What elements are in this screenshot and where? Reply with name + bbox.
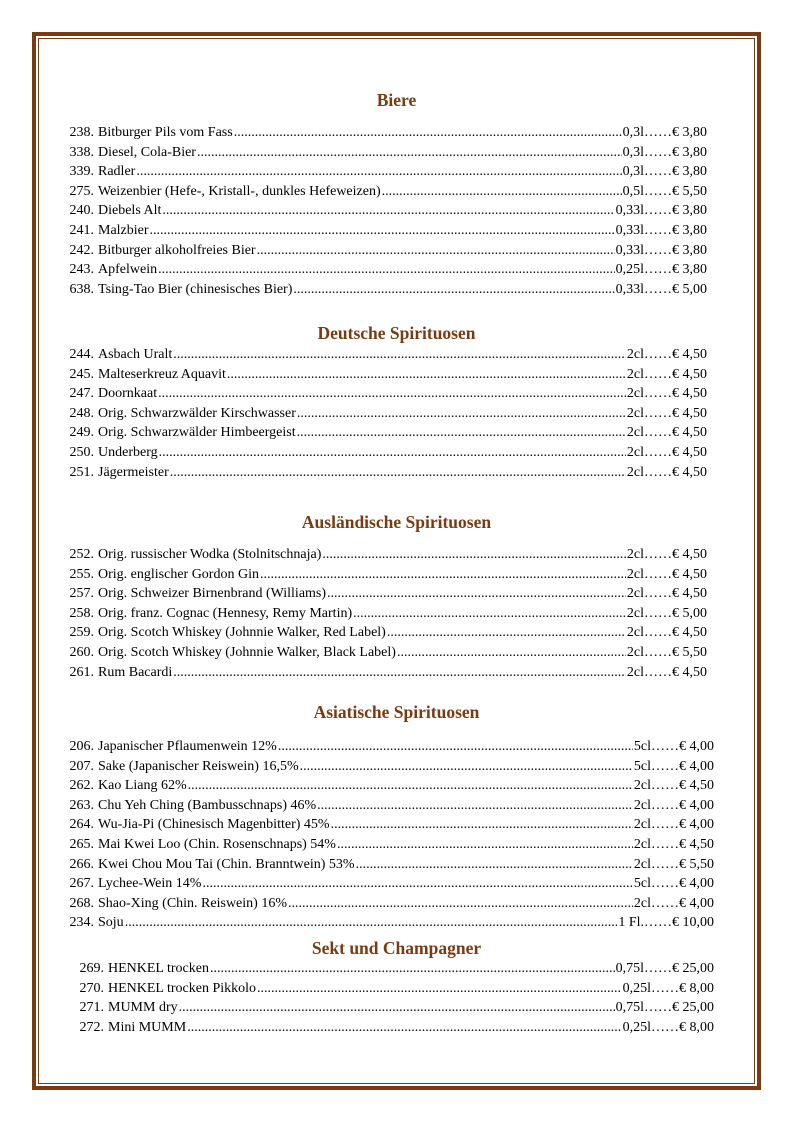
item-name: MUMM dry: [108, 1000, 178, 1016]
item-volume: 2cl: [626, 366, 644, 382]
item-volume: 0,75l: [615, 961, 644, 976]
item-name: Asbach Uralt: [98, 347, 173, 362]
item-price: € 4,50: [672, 386, 707, 402]
item-name: Weizenbier (Hefe-, Kristall-, dunkles Hefeweizen): [98, 183, 381, 199]
price-separator: ……: [644, 605, 672, 621]
item-price: € 4,50: [672, 366, 707, 382]
item-number: 234.: [69, 915, 94, 931]
item-name: Orig. englischer Gordon Gin: [98, 566, 259, 582]
dot-leader: [173, 663, 626, 683]
dot-leader: [188, 776, 633, 796]
item-volume: 2cl: [626, 386, 644, 402]
item-name: Underberg: [98, 445, 158, 460]
item-volume: 2cl: [633, 778, 651, 794]
item-volume: 2cl: [626, 605, 644, 621]
item-number: 247.: [69, 386, 94, 402]
item-price: € 3,80: [672, 262, 707, 278]
dot-leader: [158, 260, 615, 280]
section-title: Ausländische Spirituosen: [301, 512, 492, 532]
item-number: 240.: [69, 203, 94, 219]
section-title: Sekt und Champagner: [311, 938, 482, 958]
item-number: 245.: [69, 366, 94, 382]
menu-item: [60, 182, 707, 202]
item-price: € 4,50: [672, 347, 707, 362]
dot-leader: [257, 979, 622, 999]
menu-item: [60, 855, 714, 875]
item-price: € 3,80: [672, 223, 707, 238]
price-separator: ……: [644, 183, 672, 199]
dot-leader: [337, 835, 633, 855]
dot-leader: [293, 280, 614, 300]
item-number: 250.: [69, 445, 94, 460]
price-separator: ……: [651, 895, 679, 911]
item-name: Orig. Schwarzwälder Kirschwasser: [98, 405, 296, 421]
item-price: € 4,50: [672, 566, 707, 582]
menu-item: [60, 643, 707, 663]
menu-item: [60, 123, 707, 143]
menu-item: [60, 241, 707, 261]
price-separator: ……: [644, 625, 672, 641]
item-volume: 2cl: [626, 464, 644, 480]
price-separator: ……: [644, 566, 672, 582]
price-separator: ……: [644, 366, 672, 382]
price-separator: ……: [644, 281, 672, 297]
menu-item: [70, 1018, 714, 1038]
menu-item: [60, 663, 707, 683]
item-price: € 8,00: [679, 980, 714, 996]
item-number: 638.: [69, 281, 94, 297]
item-volume: 0,3l: [622, 144, 644, 160]
item-price: € 5,50: [672, 183, 707, 199]
item-price: € 4,00: [679, 797, 714, 813]
item-name: Apfelwein: [98, 262, 158, 278]
price-separator: ……: [651, 739, 679, 754]
price-separator: ……: [644, 223, 672, 238]
price-separator: ……: [644, 445, 672, 460]
menu-item: [60, 757, 714, 777]
item-price: € 3,80: [672, 242, 707, 258]
item-name: Diesel, Cola-Bier: [98, 144, 196, 160]
dot-leader: [300, 757, 633, 777]
item-number: 248.: [69, 405, 94, 421]
item-volume: 2cl: [626, 445, 644, 460]
item-name: HENKEL trocken Pikkolo: [108, 980, 257, 996]
price-separator: ……: [644, 425, 672, 441]
item-name: Sake (Japanischer Reiswein) 16,5%: [98, 758, 299, 774]
menu-item: [60, 221, 707, 241]
item-price: € 4,00: [679, 817, 714, 833]
menu-item: [60, 584, 707, 604]
item-number: 252.: [69, 547, 94, 562]
menu-item: [70, 998, 714, 1018]
item-number: 266.: [69, 856, 94, 872]
item-number: 267.: [69, 876, 94, 892]
item-price: € 5,50: [672, 645, 707, 660]
price-separator: ……: [644, 164, 672, 180]
item-number: 251.: [69, 464, 94, 480]
item-volume: 2cl: [626, 405, 644, 421]
item-number: 244.: [69, 347, 94, 362]
item-volume: 2cl: [633, 817, 651, 833]
item-name: Mai Kwei Loo (Chin. Rosenschnaps) 54%: [98, 837, 336, 852]
item-number: 249.: [69, 425, 94, 441]
item-name: Lychee-Wein 14%: [98, 876, 202, 892]
item-price: € 5,00: [672, 605, 707, 621]
menu-item: [60, 545, 707, 565]
item-name: Shao-Xing (Chin. Reiswein) 16%: [98, 895, 287, 911]
item-volume: 0,33l: [615, 242, 644, 258]
dot-leader: [136, 162, 621, 182]
section-title: Deutsche Spirituosen: [317, 323, 476, 343]
item-number: 259.: [69, 625, 94, 641]
menu-item: [60, 162, 707, 182]
item-number: 270.: [79, 980, 104, 996]
dot-leader: [387, 623, 626, 643]
item-price: € 4,50: [672, 445, 707, 460]
dot-leader: [210, 959, 615, 979]
item-price: € 3,80: [672, 144, 707, 160]
item-number: 268.: [69, 895, 94, 911]
item-name: Orig. Scotch Whiskey (Johnnie Walker, Black Label): [98, 645, 396, 660]
item-price: € 4,00: [679, 739, 714, 754]
dot-leader: [382, 182, 622, 202]
item-price: € 25,00: [672, 961, 714, 976]
item-number: 255.: [69, 566, 94, 582]
item-number: 338.: [69, 144, 94, 160]
menu-item: [60, 894, 714, 914]
price-separator: ……: [651, 817, 679, 833]
dot-leader: [278, 737, 633, 757]
item-number: 339.: [69, 164, 94, 180]
item-name: Orig. Scotch Whiskey (Johnnie Walker, Red Label): [98, 625, 386, 641]
item-volume: 0,33l: [615, 203, 644, 219]
item-price: € 3,80: [672, 164, 707, 180]
item-price: € 4,50: [672, 425, 707, 441]
item-volume: 2cl: [626, 586, 644, 602]
item-name: Bitburger Pils vom Fass: [98, 125, 233, 140]
menu-section: [0, 511, 793, 680]
menu-item: [60, 345, 707, 365]
item-number: 271.: [79, 1000, 104, 1016]
price-separator: ……: [644, 262, 672, 278]
item-price: € 4,50: [679, 778, 714, 794]
dot-leader: [297, 423, 626, 443]
item-volume: 2cl: [626, 645, 644, 660]
item-name: Orig. russischer Wodka (Stolnitschnaja): [98, 547, 322, 562]
item-number: 265.: [69, 837, 94, 852]
dot-leader: [234, 123, 622, 143]
item-name: Orig. franz. Cognac (Hennesy, Remy Martin): [98, 605, 353, 621]
item-volume: 0,33l: [615, 223, 644, 238]
dot-leader: [158, 384, 626, 404]
item-price: € 5,00: [672, 281, 707, 297]
item-number: 263.: [69, 797, 94, 813]
menu-item: [60, 423, 707, 443]
item-volume: 0,33l: [615, 281, 644, 297]
item-price: € 4,00: [679, 876, 714, 892]
dot-leader: [150, 221, 615, 241]
dot-leader: [288, 894, 633, 914]
dot-leader: [331, 815, 633, 835]
item-number: 242.: [69, 242, 94, 258]
price-separator: ……: [644, 144, 672, 160]
price-separator: ……: [644, 405, 672, 421]
price-separator: ……: [644, 386, 672, 402]
item-volume: 0,3l: [622, 125, 644, 140]
item-volume: 2cl: [633, 895, 651, 911]
price-separator: ……: [651, 797, 679, 813]
menu-item: [60, 815, 714, 835]
item-name: Kwei Chou Mou Tai (Chin. Branntwein) 53%: [98, 856, 355, 872]
menu-section: [0, 322, 793, 480]
price-separator: ……: [651, 778, 679, 794]
price-separator: ……: [644, 645, 672, 660]
item-price: € 4,50: [679, 837, 714, 852]
dot-leader: [227, 365, 626, 385]
item-price: € 3,80: [672, 203, 707, 219]
item-price: € 4,50: [672, 664, 707, 680]
dot-leader: [297, 404, 626, 424]
menu-item: [60, 384, 707, 404]
item-number: 238.: [69, 125, 94, 140]
item-volume: 2cl: [626, 625, 644, 641]
price-separator: ……: [644, 586, 672, 602]
price-separator: ……: [651, 856, 679, 872]
item-number: 269.: [79, 961, 104, 976]
item-name: Diebels Alt: [98, 203, 162, 219]
menu-item: [60, 835, 714, 855]
dot-leader: [125, 913, 618, 933]
item-price: € 4,50: [672, 586, 707, 602]
item-name: Orig. Schwarzwälder Himbeergeist: [98, 425, 296, 441]
item-volume: 2cl: [626, 664, 644, 680]
item-price: € 4,50: [672, 547, 707, 562]
item-price: € 3,80: [672, 125, 707, 140]
item-number: 257.: [69, 586, 94, 602]
item-number: 258.: [69, 605, 94, 621]
price-separator: ……: [644, 464, 672, 480]
menu-item: [60, 260, 707, 280]
dot-leader: [356, 855, 633, 875]
menu-item: [60, 143, 707, 163]
item-volume: 0,3l: [622, 164, 644, 180]
menu-section: [0, 89, 793, 297]
item-name: Malzbier: [98, 223, 149, 238]
item-number: 275.: [69, 183, 94, 199]
item-number: 272.: [79, 1019, 104, 1035]
item-name: Radler: [98, 164, 136, 180]
dot-leader: [197, 143, 622, 163]
dot-leader: [173, 345, 626, 365]
dot-leader: [260, 565, 626, 585]
item-name: Doornkaat: [98, 386, 158, 402]
item-price: € 5,50: [679, 856, 714, 872]
menu-item: [60, 776, 714, 796]
price-separator: ……: [644, 347, 672, 362]
item-name: Kao Liang 62%: [98, 778, 187, 794]
item-volume: 5cl: [633, 876, 651, 892]
price-separator: ……: [651, 1019, 679, 1035]
item-number: 262.: [69, 778, 94, 794]
dot-leader: [322, 545, 626, 565]
menu-item: [60, 404, 707, 424]
item-name: Japanischer Pflaumenwein 12%: [98, 739, 277, 754]
item-price: € 8,00: [679, 1019, 714, 1035]
menu-item: [60, 604, 707, 624]
item-volume: 2cl: [626, 347, 644, 362]
menu-item: [70, 959, 714, 979]
dot-leader: [317, 796, 633, 816]
item-number: 243.: [69, 262, 94, 278]
price-separator: ……: [644, 203, 672, 219]
item-volume: 0,25l: [622, 1019, 651, 1035]
item-name: Chu Yeh Ching (Bambusschnaps) 46%: [98, 797, 317, 813]
dot-leader: [257, 241, 615, 261]
item-name: HENKEL trocken: [108, 961, 209, 976]
dot-leader: [327, 584, 626, 604]
menu-item: [60, 913, 714, 933]
section-title: Asiatische Spirituosen: [313, 702, 480, 722]
price-separator: ……: [644, 547, 672, 562]
menu-item: [60, 623, 707, 643]
item-name: Wu-Jia-Pi (Chinesisch Magenbitter) 45%: [98, 817, 330, 833]
item-volume: 0,25l: [615, 262, 644, 278]
item-name: Bitburger alkoholfreies Bier: [98, 242, 256, 258]
item-name: Soju: [98, 915, 124, 931]
item-price: € 10,00: [672, 915, 714, 931]
dot-leader: [397, 643, 626, 663]
item-volume: 0,25l: [622, 980, 651, 996]
price-separator: ……: [644, 125, 672, 140]
item-price: € 25,00: [672, 1000, 714, 1016]
price-separator: ……: [644, 961, 672, 976]
menu-item: [60, 365, 707, 385]
item-price: € 4,50: [672, 625, 707, 641]
item-volume: 2cl: [626, 566, 644, 582]
price-separator: ……: [651, 758, 679, 774]
menu-item: [60, 737, 714, 757]
price-separator: ……: [651, 876, 679, 892]
item-volume: 0,75l: [615, 1000, 644, 1016]
menu-item: [60, 201, 707, 221]
menu-item: [60, 796, 714, 816]
item-name: Malteserkreuz Aquavit: [98, 366, 226, 382]
menu-item: [60, 565, 707, 585]
item-number: 241.: [69, 223, 94, 238]
item-volume: 5cl: [633, 739, 651, 754]
menu-item: [60, 874, 714, 894]
item-volume: 0,5l: [622, 183, 644, 199]
menu-section: [0, 937, 793, 1035]
menu-item: [60, 463, 707, 483]
item-number: 261.: [69, 664, 94, 680]
dot-leader: [179, 998, 615, 1018]
item-volume: 2cl: [626, 425, 644, 441]
item-price: € 4,00: [679, 758, 714, 774]
item-volume: 2cl: [626, 547, 644, 562]
item-volume: 5cl: [633, 758, 651, 774]
item-name: Mini MUMM: [108, 1019, 187, 1035]
item-name: Tsing-Tao Bier (chinesisches Bier): [98, 281, 293, 297]
section-title: Biere: [376, 90, 417, 110]
menu-item: [60, 280, 707, 300]
item-name: Rum Bacardi: [98, 664, 173, 680]
item-price: € 4,00: [679, 895, 714, 911]
item-volume: 1 Fl.: [618, 915, 644, 931]
item-number: 264.: [69, 817, 94, 833]
item-volume: 2cl: [633, 856, 651, 872]
price-separator: ……: [644, 915, 672, 931]
item-price: € 4,50: [672, 464, 707, 480]
item-name: Jägermeister: [98, 464, 169, 480]
item-number: 206.: [69, 739, 94, 754]
price-separator: ……: [651, 837, 679, 852]
dot-leader: [187, 1018, 621, 1038]
item-volume: 2cl: [633, 837, 651, 852]
menu-item: [60, 443, 707, 463]
price-separator: ……: [651, 980, 679, 996]
price-separator: ……: [644, 1000, 672, 1016]
dot-leader: [353, 604, 626, 624]
dot-leader: [202, 874, 632, 894]
menu-section: [0, 701, 793, 931]
price-separator: ……: [644, 664, 672, 680]
item-price: € 4,50: [672, 405, 707, 421]
item-volume: 2cl: [633, 797, 651, 813]
dot-leader: [162, 201, 614, 221]
item-number: 260.: [69, 645, 94, 660]
item-number: 207.: [69, 758, 94, 774]
menu-item: [70, 979, 714, 999]
price-separator: ……: [644, 242, 672, 258]
dot-leader: [159, 443, 626, 463]
item-name: Orig. Schweizer Birnenbrand (Williams): [98, 586, 327, 602]
dot-leader: [170, 463, 626, 483]
